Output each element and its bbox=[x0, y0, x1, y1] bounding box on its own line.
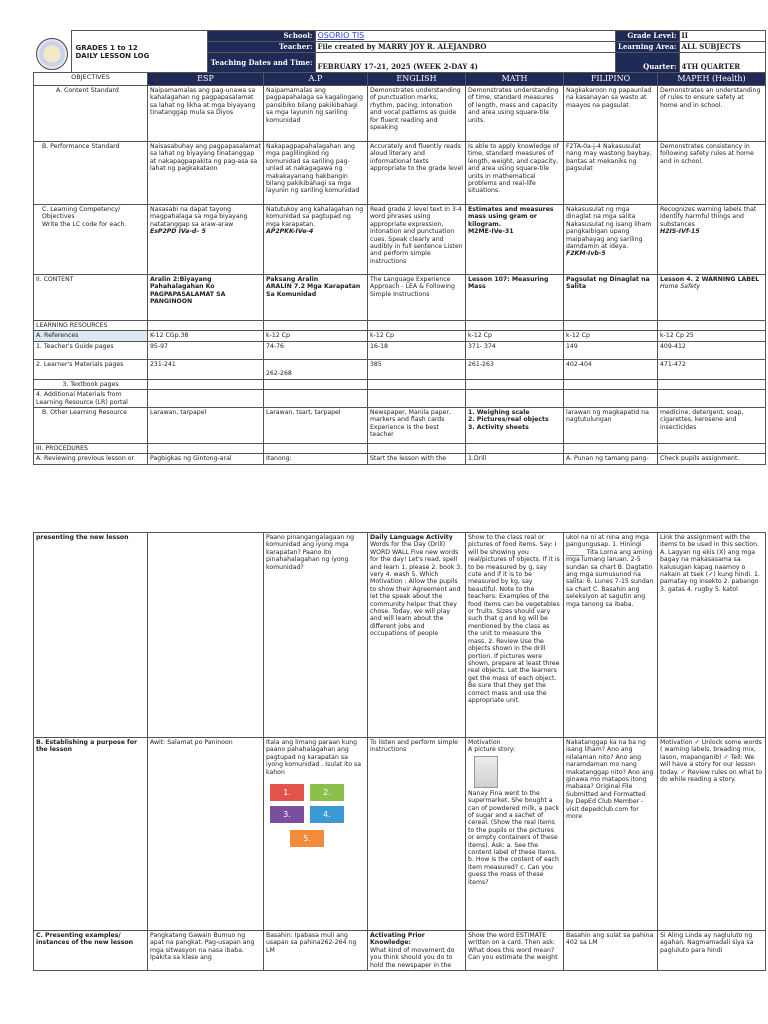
cell-mapeh: medicine, detergent, soap, cigarettes, kerosene and insecticides bbox=[658, 408, 766, 444]
cell-ap: Naipamamalas ang pagpapahalaga sa kagalingang pansibiko bilang pakikibahagi sa mga layunin ng sariling komunidad bbox=[264, 86, 368, 142]
cell-ap bbox=[264, 205, 368, 275]
lesson-table-page-1 bbox=[33, 72, 766, 465]
cell-filipino: Basahin ang sulat sa pahina 402 sa LM bbox=[564, 931, 658, 971]
cell-english: 16-18 bbox=[368, 341, 466, 359]
cell-filipino: Pagsulat ng Dinaglat na Salita bbox=[564, 275, 658, 321]
cell-ap bbox=[264, 738, 368, 931]
cell-mapeh: Si Aling Linda ay nagluluto ng agahan. Nagmamadali siya sa pagluluto para hindi bbox=[658, 931, 766, 971]
cell-english: Start the lesson with the bbox=[368, 454, 466, 464]
competency-hint: Write the LC code for each. bbox=[42, 220, 127, 228]
cell-esp: Aralin 2:Biyayang Pahahalagahan Ko PAGPAPASALAMAT SA PANGINOON bbox=[148, 275, 264, 321]
references-row bbox=[34, 331, 766, 341]
list-item: 2. Pictures/real objects bbox=[468, 416, 549, 424]
subject-english: ENGLISH bbox=[368, 73, 466, 86]
cell-filipino: 149 bbox=[564, 341, 658, 359]
cell-text: Nasasabi na dapat tayong magpahalaga sa mga biyayang natatanggap sa araw-araw bbox=[150, 206, 248, 228]
additional-materials-row bbox=[34, 390, 766, 408]
row-label: A. Reviewing previous lesson or bbox=[34, 454, 148, 464]
cell-title: Daily Language Activity bbox=[370, 534, 453, 541]
cell-esp: Pagbigkas ng Gintong-aral bbox=[148, 454, 264, 464]
area-value: ALL SUBJECTS bbox=[679, 42, 765, 53]
competency-row bbox=[34, 205, 766, 275]
cell-ap: Larawan, tsart, tarpapel bbox=[264, 408, 368, 444]
box-1: 1. bbox=[270, 784, 304, 801]
subject-ap: A.P bbox=[264, 73, 368, 86]
cell-mapeh bbox=[658, 205, 766, 275]
cell-mapeh: Demonstrates an understanding of rules to ensure safety at home and in school. bbox=[658, 86, 766, 142]
cell-mapeh: k-12 Cp 25 bbox=[658, 331, 766, 341]
row-label: C. Presenting examples/ instances of the new lesson bbox=[34, 931, 148, 971]
cell-text: Nanay Fina went to the supermarket. She bought a can of powdered milk, a pack of sugar and a sachet of cereal. (Show the real items to the pupils or the pictures or empty containers of these items). Ask: a. See the content label of these items. b. How is the content of each item measured? c. Can you guess the mass of these items? bbox=[468, 789, 560, 886]
list-item: 1. Weighing scale bbox=[468, 409, 530, 417]
competency-label: C. Learning Competency/ Objectives bbox=[42, 206, 121, 221]
quarter-label: Quarter: bbox=[615, 53, 679, 73]
cell-text: Lesson 4. 2 WARNING LABEL bbox=[660, 276, 760, 283]
cell-ap: Basahin: Ipabasa muli ang usapan sa pahina262-264 ng LM bbox=[264, 931, 368, 971]
row-label: II. CONTENT bbox=[34, 275, 148, 321]
teacher-value: File created by MARRY JOY R. ALEJANDRO bbox=[315, 42, 615, 53]
subject-mapeh: MAPEH (Health) bbox=[658, 73, 766, 86]
cell-text: Recognizes warning labels that identify harmful things and substances bbox=[660, 206, 757, 228]
other-resources-row bbox=[34, 408, 766, 444]
cell-text: What kind of movement do you think should you do to hold the newspaper in the bbox=[370, 946, 455, 969]
cell-english: Demonstrates understanding of punctuation marks, rhythm, pacing, intonation and vocal patterns as guide for fluent reading and speaking bbox=[368, 86, 466, 142]
subject-esp: ESP bbox=[148, 73, 264, 86]
cell-esp: K-12 CGp.38 bbox=[148, 331, 264, 341]
row-label: 3. Textbook pages bbox=[34, 379, 148, 389]
cell-english: Read grade 2 level text in 3-4 word phrases using appropriate expression, intonation and punctuation cues. Speak clearly and audibly in full sentence Listen and perform simple instructions bbox=[368, 205, 466, 275]
cell-mapeh: Check pupils assignment. bbox=[658, 454, 766, 464]
cell-text: Nakasusulat ng mga dinaglat na mga salita Nakasusulat ng isang liham pangkaibigan upang maipahayag ang sariling damdamin at ideya. bbox=[566, 206, 652, 251]
cell-filipino: k-12 Cp bbox=[564, 331, 658, 341]
subject-math: MATH bbox=[466, 73, 564, 86]
cell-filipino: larawan ng magkapatid na nagtutulungan bbox=[564, 408, 658, 444]
cell-ap: 74-76 bbox=[264, 341, 368, 359]
dates-label: Teaching Dates and Time: bbox=[207, 53, 315, 73]
box-3: 3. bbox=[270, 806, 304, 823]
row-label: B. Other Learning Resource bbox=[34, 408, 148, 444]
grade-value: II bbox=[679, 31, 765, 42]
page-2 bbox=[0, 530, 768, 1024]
cell-text: Paksang Aralin bbox=[266, 276, 319, 283]
cell-english: The Language Experience Approach - LEA & Following Simple Instructions bbox=[368, 275, 466, 321]
grade-label: Grade Level: bbox=[615, 31, 679, 42]
cell-esp: Larawan, tarpapel bbox=[148, 408, 264, 444]
cell-english: 385 bbox=[368, 359, 466, 379]
cell-esp: Naisasabuhay ang pagpapasalamat sa lahat ng biyayang tinatanggap at nakapagpapakita ng pag-asa sa lahat ng pagkakataon bbox=[148, 142, 264, 205]
dates-value: FEBRUARY 17-21, 2025 (WEEK 2-DAY 4) bbox=[315, 53, 615, 73]
cell-esp: Pangkatang Gawain Bumuo ng apat na pangkat. Pag-usapan ang mga sitwasyon na nasa ibaba. Ipakita sa klase ang bbox=[148, 931, 264, 971]
cell-math: 1.Drill bbox=[466, 454, 564, 464]
box-2: 2. bbox=[310, 784, 344, 801]
cell-english: k-12 Cp bbox=[368, 331, 466, 341]
cell-ap: Itanong: bbox=[264, 454, 368, 464]
header-table bbox=[33, 30, 766, 73]
title-line-1: GRADES 1 to 12 bbox=[75, 43, 138, 52]
cell-esp: 231-241 bbox=[148, 359, 264, 379]
row-label: B. Performance Standard bbox=[34, 142, 148, 205]
cell-title: Activating Prior Knowledge: bbox=[370, 932, 425, 947]
cell-math: Show the word ESTIMATE written on a card. Then ask: What does this word mean? Can you estimate the weight bbox=[466, 931, 564, 971]
cell-math: Is able to apply knowledge of time, standard measures of length, weight, and capacity, and area using square-tile units in mathematical problems and real-life situations. bbox=[466, 142, 564, 205]
cell-math bbox=[466, 205, 564, 275]
learners-materials-row bbox=[34, 359, 766, 379]
row-label: 2. Learner's Materials pages bbox=[34, 359, 148, 379]
lc-code: AP2PKK-IVe-4 bbox=[266, 228, 314, 236]
cell-esp bbox=[148, 205, 264, 275]
reviewing-row bbox=[34, 454, 766, 464]
title-line-2: DAILY LESSON LOG bbox=[75, 51, 150, 60]
objectives-label: OBJECTIVES bbox=[34, 73, 148, 86]
cell-mapeh bbox=[658, 275, 766, 321]
purpose-row bbox=[34, 738, 766, 931]
cell-english: Accurately and fluently reads aloud literary and informational texts appropriate to the grade level bbox=[368, 142, 466, 205]
school-label: School: bbox=[207, 31, 315, 42]
cell-text: Estimates and measures mass using gram or kilogram. bbox=[468, 206, 554, 228]
cell-math bbox=[466, 738, 564, 931]
presenting-lesson-row bbox=[34, 533, 766, 738]
cell-mapeh: 471-472 bbox=[658, 359, 766, 379]
cell-math: Demonstrates understanding of time, standard measures of length, mass and capacity and area using square-tile units. bbox=[466, 86, 564, 142]
cell-text: ARALIN 7.2 Mga Karapatan Sa Komunidad bbox=[266, 283, 361, 298]
cell-math: 371- 374 bbox=[466, 341, 564, 359]
cell-mapeh: Motivation ✓ Unlock some words ( warning labels, breading mix, lason, mapanganib) ✓ Tell: We will have a story for our lesson today. ✓ Review rules on what to do while reading a story. bbox=[658, 738, 766, 931]
row-label: 1. Teacher's Guide pages bbox=[34, 341, 148, 359]
box-4: 4. bbox=[310, 806, 344, 823]
area-label: Learning Area: bbox=[615, 42, 679, 53]
cell-esp: Awit: Salamat po Paninoon bbox=[148, 738, 264, 931]
lc-code: EsP2PD IVa-d– 5 bbox=[150, 228, 206, 236]
list-item: 3. Activity sheets bbox=[468, 423, 529, 431]
procedures-label: III. PROCEDURES bbox=[34, 444, 148, 454]
presenting-examples-row bbox=[34, 931, 766, 971]
cell-english bbox=[368, 533, 466, 738]
lesson-table-page-2 bbox=[33, 532, 766, 971]
cell-english bbox=[368, 931, 466, 971]
box-5: 5. bbox=[290, 830, 324, 847]
cell-ap: Paano pinangangalagaan ng komunidad ang iyong mga karapatan? Paano ito pinahahalagahan ng iyong komunidad? bbox=[264, 533, 368, 738]
cell-text: Home Safety bbox=[660, 283, 701, 291]
cell-filipino: F2TA-0a-j-4 Nakasusulat nang may wastong baybay, bantas at mekaniks ng pagsulat bbox=[564, 142, 658, 205]
row-label: A. Content Standard bbox=[34, 86, 148, 142]
lc-code: H2IS-IVf-15 bbox=[660, 228, 700, 236]
cell-math: k-12 Cp bbox=[466, 331, 564, 341]
cell-ap: 262-268 bbox=[264, 359, 368, 379]
cell-math bbox=[466, 408, 564, 444]
title-block bbox=[71, 31, 207, 73]
subject-filipino: FILIPINO bbox=[564, 73, 658, 86]
school-value[interactable]: OSORIO TIS bbox=[315, 31, 615, 42]
cell-math: Show to the class real or pictures of food items. Say: I will be showing you real/pictures of objects. If it is to be measured by g, say cute and if it is to be measured by kg, say beautiful. Note to the teachers: Examples of the food items can be vegetables or fruits. Sizes should vary such that g and kg will be mentioned by the class as the unit to measure the mass. 2. Review Use the objects shown in the drill portion. If pictures were shown, prepare at least three real objects. Let the learners get the mass of each object. Be sure that they get the correct mass and use the appropriate unit. bbox=[466, 533, 564, 738]
teacher-label: Teacher: bbox=[207, 42, 315, 53]
cell-text: Words for the Day (Drill) WORD WALL Five new words for the day! Let's read, spell and learn 1. please 2. book 3. very 4. wash 5. Which Motivation : Allow the pupils to show their Agreement and let the speak about the community helper that they chose. Today, we will play and will learn about the different jobs and occupations of people bbox=[370, 541, 463, 638]
cell-ap: k-12 Cp bbox=[264, 331, 368, 341]
cell-esp bbox=[148, 533, 264, 738]
cell-filipino: Nakatanggap ka na ba ng isang liham? Ano ang nilalaman nito? Ano ang naramdaman mo nang makatanggap nito? Ano ang ginawa mo matapos itong mabasa? Original File Submitted and Formatted by DepEd Club Member - visit depedclub.com for more bbox=[564, 738, 658, 931]
row-label: A. References bbox=[34, 331, 148, 341]
cell-esp: Naipamamalas ang pag-unawa sa kahalagahan ng pagpapasalamat sa lahat ng likha at mga biyayang tinatanggap mula sa Diyos bbox=[148, 86, 264, 142]
row-label: presenting the new lesson bbox=[34, 533, 148, 738]
row-label: 4. Additional Materials from Learning Resource (LR) portal bbox=[34, 390, 148, 408]
lc-code: M2ME-IVe-31 bbox=[468, 228, 514, 236]
cell-math: Lesson 107: Measuring Mass bbox=[466, 275, 564, 321]
cell-mapeh: Link the assignment with the items to be used in this section. A. Lagyan ng ekis (X) ang mga bagay na makasasama sa kalusugan kapag naamoy o nakain at tsek (✓) kung hindi. 1. pamatay ng insekto 2. pabango 3. gatas 4. rugby 5. katol bbox=[658, 533, 766, 738]
cell-title: Motivation bbox=[468, 739, 501, 746]
quarter-value: 4TH QUARTER bbox=[679, 53, 765, 73]
row-label bbox=[34, 205, 148, 275]
cell-text: Itala ang limang paraan kung paano pahahalagahan ang pagtupad ng karapatan sa iyong komunidad . Isulat ito sa kahon bbox=[266, 739, 362, 776]
cell-filipino: Nagkakaroon ng papaunlad na kasanayan sa wasto at maayos na pagsulat bbox=[564, 86, 658, 142]
content-standard-row bbox=[34, 86, 766, 142]
cell-mapeh: Demonstrates consistency in following safety rules at home and in school. bbox=[658, 142, 766, 205]
cell-ap: Nakapagpapahalagahan ang mga paglilingkod ng komunidad sa sariling pag-unlad at nakagagawa ng makakayanang hakbangin bilang pakikibahagi sa mga layunin ng sariling komunidad bbox=[264, 142, 368, 205]
page-1 bbox=[0, 0, 768, 500]
woman-shopping-picture bbox=[474, 756, 498, 788]
numbered-boxes bbox=[266, 778, 365, 860]
cell-filipino: 402-404 bbox=[564, 359, 658, 379]
cell-filipino: A. Punan ng tamang pang- bbox=[564, 454, 658, 464]
textbook-row bbox=[34, 379, 766, 389]
cell-text: A picture story: bbox=[468, 746, 516, 754]
cell-esp: 95-97 bbox=[148, 341, 264, 359]
lc-code: F2KM-Ivb-5 bbox=[566, 250, 606, 258]
cell-english: Newspaper, Manila paper, markers and flash cards Experience is the best teacher bbox=[368, 408, 466, 444]
cell-filipino bbox=[564, 205, 658, 275]
learning-resources-label: LEARNING RESOURCES bbox=[34, 321, 148, 331]
cell-english: To listen and perform simple instructions bbox=[368, 738, 466, 931]
performance-standard-row bbox=[34, 142, 766, 205]
cell-math: 261-263 bbox=[466, 359, 564, 379]
cell-filipino: ukol na ni at nina ang mga pangungusap. 1. Hiningi ______ Tita Lorna ang aming mga lumang laruan. 2-5 sundan sa chart B. Dagtatin ang mga sumusunod na salita: 6. Lunes 7-15 sundan sa chart C. Basahin ang seleksiyon at sagutin ang mga tanong sa ibaba. bbox=[564, 533, 658, 738]
row-label: B. Establishing a purpose for the lesson bbox=[34, 738, 148, 931]
cell-ap bbox=[264, 275, 368, 321]
cell-text: Natutukoy ang kahalagahan ng komunidad sa pagtupad ng mga karapatan. bbox=[266, 206, 364, 228]
content-row bbox=[34, 275, 766, 321]
teachers-guide-row bbox=[34, 341, 766, 359]
cell-mapeh: 409-412 bbox=[658, 341, 766, 359]
